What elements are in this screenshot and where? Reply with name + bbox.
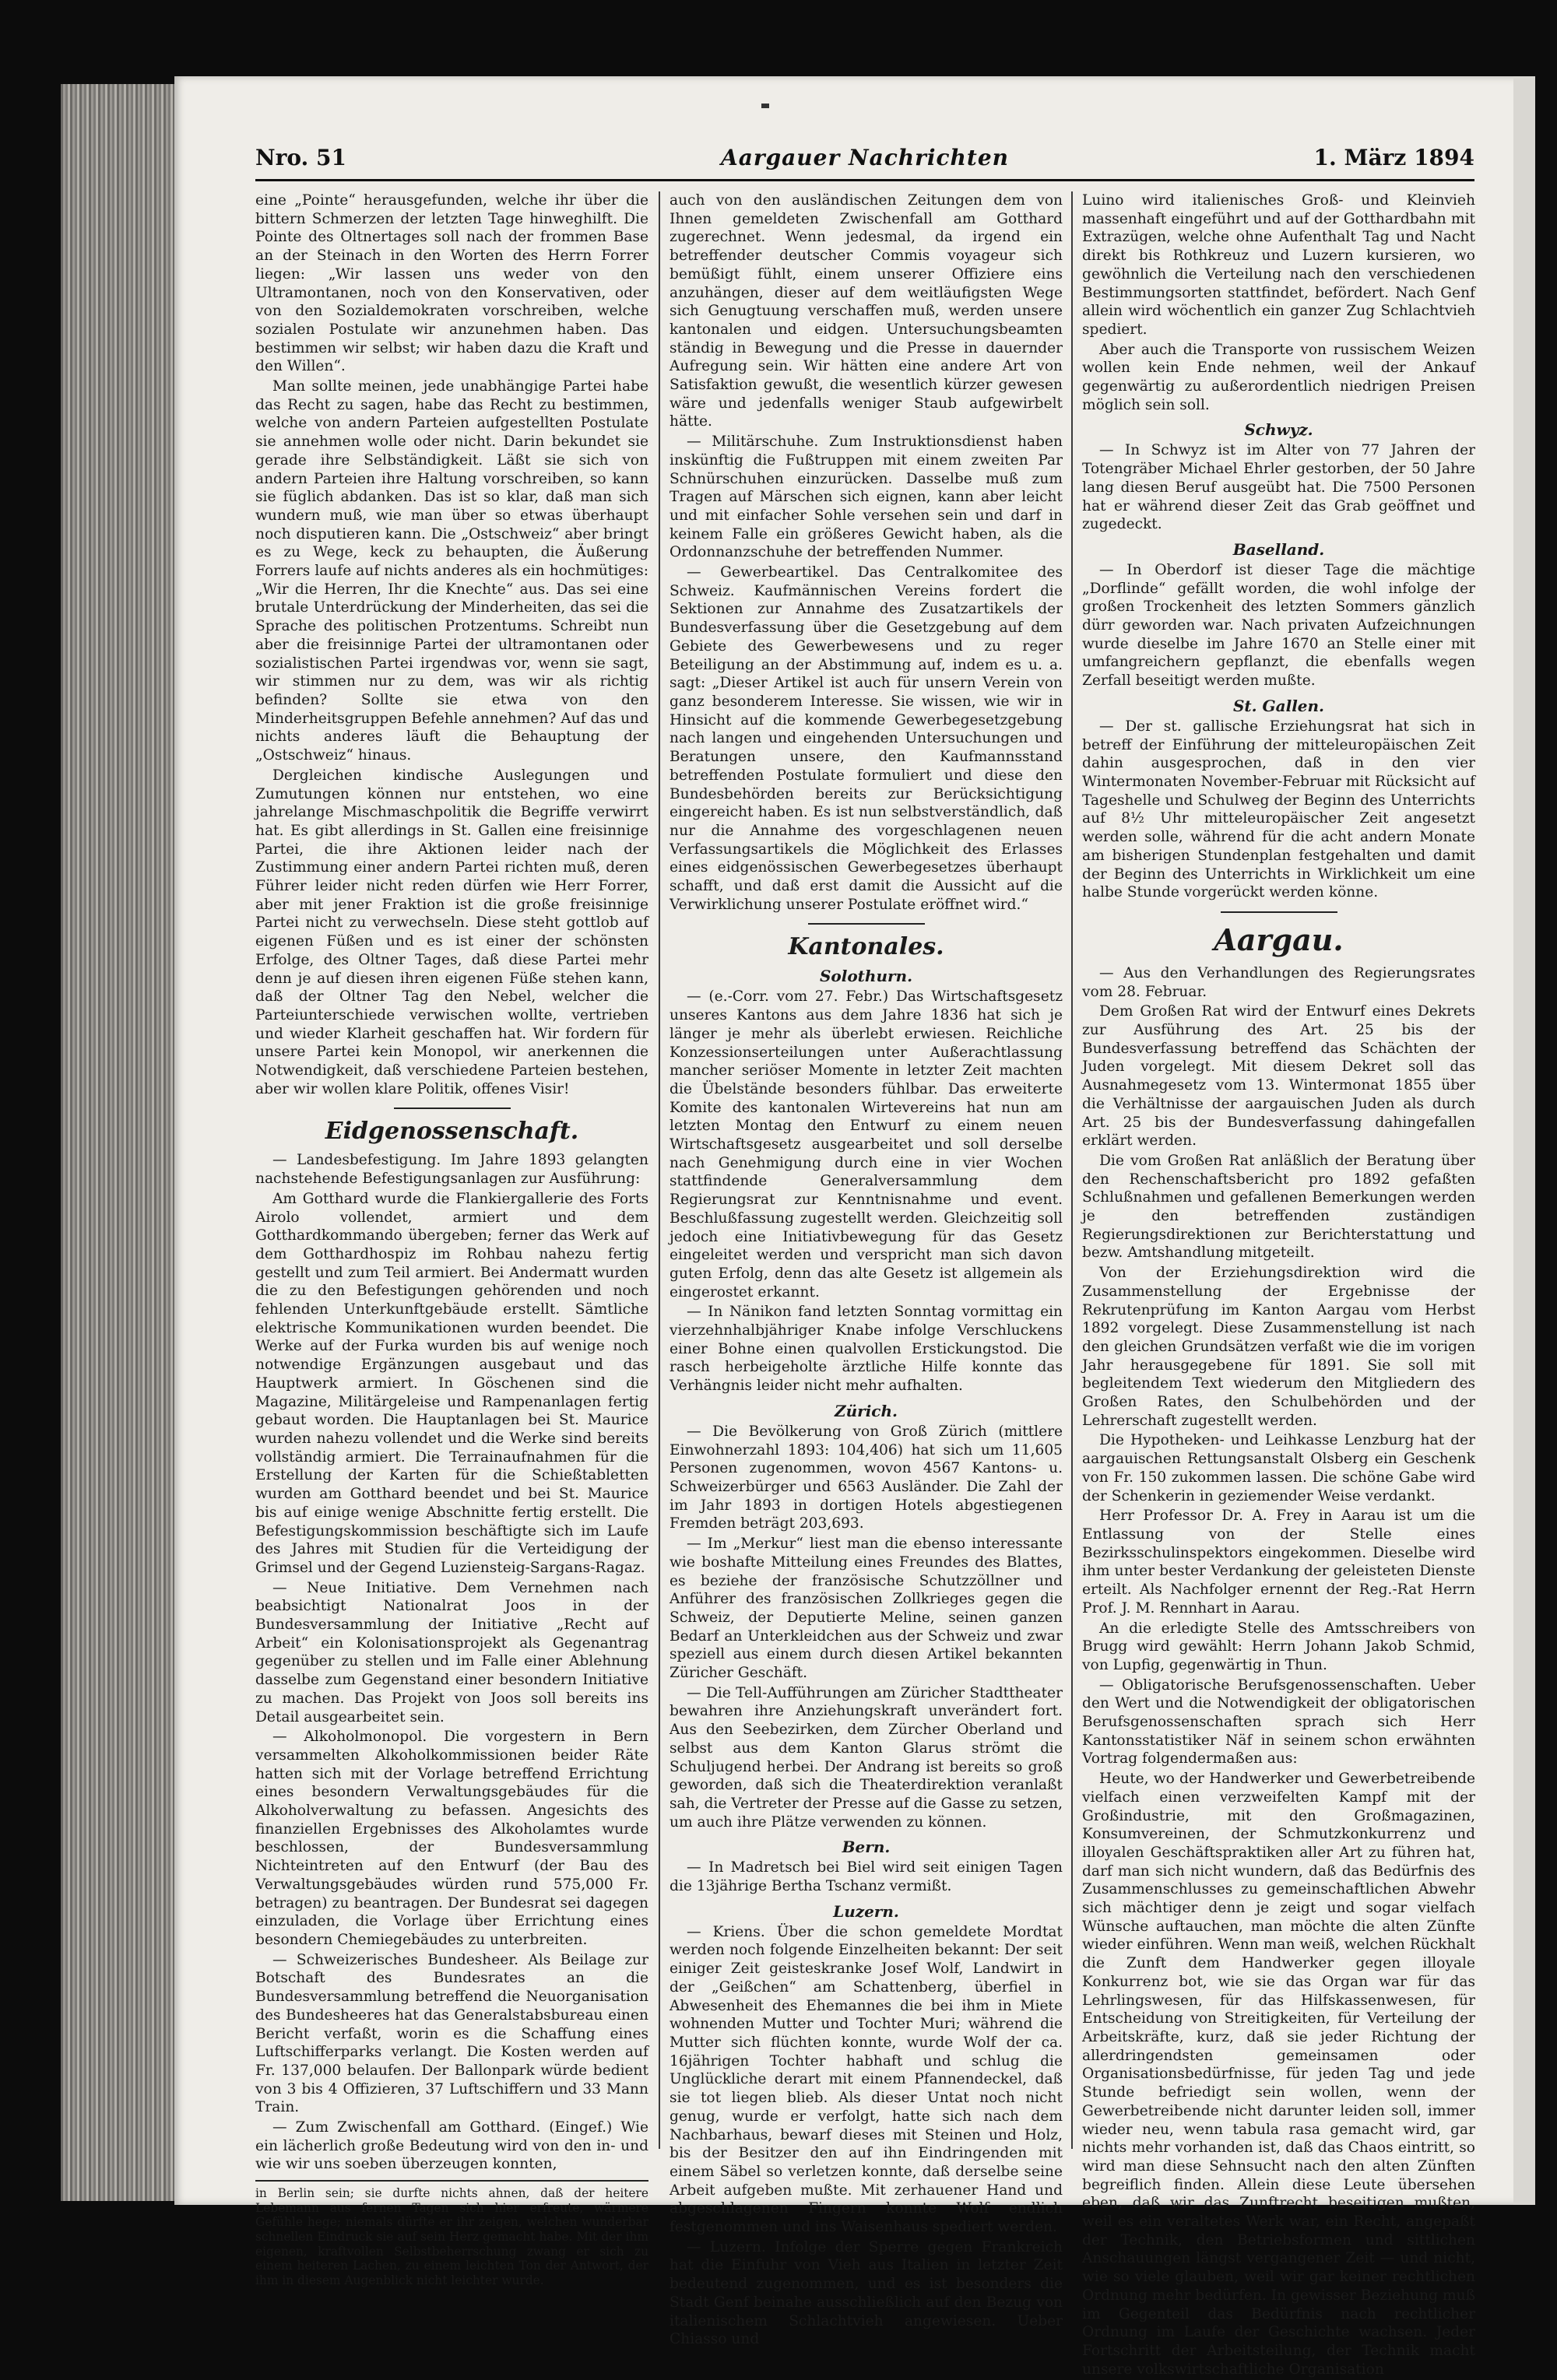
column-rule (659, 191, 660, 2149)
paragraph: Die Hypotheken- und Leihkasse Lenzburg hat der aargauischen Rettungsanstalt Olsberg ein Geschenk von Fr. 150 zukommen lassen. Die schöne Gabe wird der Schenkerin in geziemender Weise verdankt. (1082, 1432, 1475, 1504)
paragraph: — Zum Zwischenfall am Gotthard. (Eingef.) Wie ein lächerlich große Bedeutung wird von den in- und wie wir uns soeben überzeugen konnten, (255, 2119, 648, 2173)
column-2 (670, 191, 1063, 2350)
canton-heading: Baselland. (1232, 539, 1325, 559)
paragraph: — Obligatorische Berufsgenossenschaften. Ueber den Wert und die Notwendigkeit der obligatorischen Berufsgenossenschaften sprach sich Herr Kantonsstatistiker Näf in seinem schon erwähnten Vortrag folgendermaßen aus: (1082, 1676, 1475, 1767)
print-mark (761, 104, 769, 108)
paragraph: — Luzern. Infolge der Sperre gegen Frankreich hat die Einfuhr von Vieh aus Italien in letzter Zeit bedeutend zugenommen, und es ist besonders die Stadt Genf beinahe ausschließlich auf den Bezug von italienischem Schlachtvieh angewiesen. Ueber Chiasso und (670, 2238, 1063, 2348)
paragraph: An die erledigte Stelle des Amtsschreibers von Brugg wird gewählt: Herrn Johann Jakob Schmid, von Lupfig, gegenwärtig in Thun. (1082, 1620, 1475, 1673)
paragraph: Luino wird italienisches Groß- und Kleinvieh massenhaft eingeführt und auf der Gotthardbahn mit Extrazügen, welche ohne Aufenthalt Tag und Nacht direkt bis Rothkreuz und Luzern kursieren, wo gewöhnlich die Verteilung nach den verschiedenen Bestimmungsorten stattfindet, befördert. Nach Genf allein wird wöchentlich ein ganzer Zug Schlachtvieh spediert. (1082, 192, 1475, 338)
paragraph: — Die Bevölkerung von Groß Zürich (mittlere Einwohnerzahl 1893: 104,406) hat sich um 11,605 Personen zugenommen, wovon 4567 Kantons- u. Schweizerbürger und 6563 Ausländer. Die Zahl der im Jahr 1893 in dortigen Hotels abgestiegenen Fremden beträgt 203,693. (670, 1423, 1063, 1532)
canton-heading: Zürich. (835, 1401, 898, 1420)
paragraph: — Kriens. Über die schon gemeldete Mordtat werden noch folgende Einzelheiten bekannt: Der seit einiger Zeit geisteskranke Josef Wolf, Landwirt in der „Geißchen“ am Schattenberg, überfiel in Abwesenheit des Ehemannes die bei ihm in Miete wohnenden Mutter und Tochter Muri; während die Mutter sich flüchten konnte, wurde Wolf der ca. 16jährigen Tochter habhaft und schlug die Unglückliche derart mit einem Pfannendeckel, daß sie tot liegen blieb. Als dieser Untat noch nicht genug, wurde er verfolgt, hatte sich nach dem Nachbarhaus, bewarf dieses mit Steinen und Holz, bis der Besitzer den auf ihn Eindringenden mit einem Säbel so verletzen konnte, daß derselbe seine Arbeit aufgeben mußte. Mit zerhauener Hand und abgeschlagenen Fingern konnte Wolf endlich festgenommen und ins Waisenhaus spediert werden. (670, 1923, 1063, 2236)
paragraph: Heute, wo der Handwerker und Gewerbetreibende vielfach einen verzweifelten Kampf mit der Großindustrie, mit den Großmagazinen, Konsumvereinen, der Schmutzkonkurrenz und illoyalen Geschäftspraktiken aller Art zu führen hat, darf man sich nicht wundern, daß das Bedürfnis des Zusammenschlusses zu gemeinschaftlichen Abwehr sich mächtiger denn je zeigt und sogar vielfach Wünsche auftauchen, man möchte die alten Zünfte wieder einführen. Wenn man weiß, welchen Rückhalt die Zunft dem Handwerker gegen illoyale Konkurrenz bot, wie sie das Organ war für das Lehrlingswesen, für das Hilfskassenwesen, für Entscheidung von Streitigkeiten, für Verteilung der Arbeitskräfte, kurz, daß sie jeder Richtung der allerdringendsten gemeinsamen oder Organisationsbedürfnisse, für jeden Tag und jede Stunde befriedigt sein wollen, wenn der Gewerbetreibende nicht darunter leiden soll, immer wieder neu, wenn tabula rasa gemacht wird, gar nichts mehr vorhanden ist, daß das Chaos eintritt, so wird man diese Sehnsucht nach den alten Zünften begreiflich finden. Allein diese Leute übersehen eben, daß wir das Zunftrecht beseitigen mußten, weil es ein veraltetes Werk war, ein Recht, angepaßt der Technik, den Betriebsformen und sittlichen Anschauungen längst vergangener Zeit — und nicht, wie so viele glauben, weil wir gar keiner rechtlichen Ordnung mehr bedürfen. In gewisser Beziehung muß im Gegenteil das Bedürfnis nach rechtlicher Ordnung im Laufe der Geschichte wachsen. Jeder Fortschritt der Arbeitsteilung, der Technik macht unsere volkswirtschaftliche Organisation (1082, 1771, 1475, 2378)
paragraph: Die vom Großen Rat anläßlich der Beratung über den Rechenschaftsbericht pro 1892 gefaßten Schlußnahmen und gefallenen Bemerkungen werden je den betreffenden zuständigen Regierungsdirektionen zur Berichterstattung und bezw. Amtshandlung mitgeteilt. (1082, 1152, 1475, 1262)
paragraph: — Aus den Verhandlungen des Regierungsrates vom 28. Februar. (1082, 964, 1475, 1000)
canton-heading: St. Gallen. (1232, 696, 1325, 715)
paragraph: Von der Erziehungsdirektion wird die Zusammenstellung der Ergebnisse der Rekrutenprüfung im Kanton Aargau vom Herbst 1892 vorgelegt. Diese Zusammenstellung ist nach den gleichen Grundsätzen verfaßt wie die im vorigen Jahr herausgegebene für 1891. Sie soll mit begleitendem Text wiederum den Mitgliedern des Großen Rates, den Schulbehörden und der Lehrerschaft zugestellt werden. (1082, 1265, 1475, 1429)
page-header (255, 145, 1474, 181)
paragraph: auch von den ausländischen Zeitungen dem von Ihnen gemeldeten Zwischenfall am Gotthard zugerechnet. Wenn jedesmal, da irgend ein betreffender deutscher Commis voyageur sich bemüßigt fühlt, einem unserer Offiziere eins anzuhängen, dieser auf dem weitläufigsten Wege sich Genugtuung verschaffen muß, werden unsere kantonalen und eidgen. Untersuchungsbeamten ständig in Bewegung und die Presse in dauernder Aufregung sein. Wir hätten eine andere Art von Satisfaktion gewußt, die wesentlich kürzer gewesen wäre und jedenfalls weniger Staub aufgewirbelt hätte. (670, 192, 1063, 430)
newspaper-page (174, 76, 1535, 2378)
paragraph: — In Oberdorf ist dieser Tage die mächtige „Dorflinde“ gefällt worden, die wohl infolge der großen Trockenheit des letzten Sommers gänzlich dürr geworden war. Nach privaten Aufzeichnungen wurde dieselbe im Jahre 1670 an Stelle einer mit umfangreichern gepflanzt, die ebenfalls wegen Zerfall beseitigt werden mußte. (1082, 561, 1475, 690)
column-1 (255, 191, 648, 2287)
paragraph: — In Schwyz ist im Alter von 77 Jahren der Totengräber Michael Ehrler gestorben, der 50 Jahre lang diesen Beruf ausgeübt hat. Die 7500 Personen hat er während dieser Zeit das Grab geöffnet und zugedeckt. (1082, 442, 1475, 533)
page-stack-edge (61, 84, 177, 2201)
paragraph: eine „Pointe“ herausgefunden, welche ihr über die bittern Schmerzen der letzten Tage hinweghilft. Die Pointe des Oltnertages soll nach der frommen Base an der Steinach in den Worten des Herrn Forrer liegen: „Wir lassen uns weder von den Ultramontanen, noch von den Konservativen, oder von den Sozialdemokraten vorschreiben, welche sozialen Postulate wir anzunehmen haben. Das bestimmen wir selbst; wir haben dazu die Kraft und den Willen“. (255, 192, 648, 375)
column-3 (1082, 191, 1475, 2380)
paragraph: — In Madretsch bei Biel wird seit einigen Tagen die 13jährige Bertha Tschanz vermißt. (670, 1859, 1063, 1895)
canton-heading: Bern. (842, 1838, 891, 1857)
paragraph: — Gewerbeartikel. Das Centralkomitee des Schweiz. Kaufmännischen Vereins fordert die Sektionen zur Annahme des Zusatzartikels der Bundesverfassung über die Gesetzgebung auf dem Gebiete des Gewerbewesens und zu reger Beteiligung an der Abstimmung auf, indem es u. a. sagt: „Dieser Artikel ist auch für unsern Verein von ganz besonderem Interesse. Sie wissen, wie wir in Hinsicht auf die kommende Gewerbegesetzgebung nach langen und eingehenden Untersuchungen und Beratungen unsere, den Kaufmannsstand betreffenden Postulate formuliert und diese den Bundesbehörden bereits zur Berücksichtigung eingereicht haben. Es ist nun selbstverständlich, daß nur die Annahme des vorgeschlagenen neuen Verfassungsartikels die Möglichkeit des Erlasses eines eidgenössischen Gewerbegesetzes überhaupt schafft, und daß erst damit die Aussicht auf die Verwirklichung unserer Postulate eröffnet wird.“ (670, 564, 1063, 913)
paragraph: Aber auch die Transporte von russischem Weizen wollen kein Ende nehmen, weil der Ankauf gegenwärtig zu außerordentlich niedrigen Preisen möglich sein soll. (1082, 341, 1475, 413)
paragraph: Am Gotthard wurde die Flankiergallerie des Forts Airolo vollendet, armiert und dem Gotthardkommando übergeben; ferner das Werk auf dem Gotthardhospiz im Rohbau nahezu fertig gestellt und zum Teil armiert. Bei Andermatt wurden die zu den Befestigungen gehörenden und noch fehlenden Unterkunftgebäude erstellt. Sämtliche elektrische Kommunikationen wurden beendet. Die Werke auf der Furka wurden bis auf wenige noch notwendige Ergänzungen ausgebaut und das Hauptwerk armiert. In Göschenen sind die Magazine, Militärgeleise und Rampenanlagen fertig gebaut worden. Die Hauptanlagen bei St. Maurice wurden nahezu vollendet und die Werke sind bereits vollständig armiert. Die Terrainaufnahmen für die Erstellung der Karten für die Schießtabletten wurden am Gotthard beendet und bei St. Maurice bis auf einige wenige Abschnitte fertig erstellt. Die Befestigungskommission beschäftigte sich im Laufe des Jahres mit Studien für die Verteidigung der Grimsel und der Gegend Luziensteig-Sargans-Ragaz. (255, 1190, 648, 1576)
section-divider (394, 1108, 511, 1109)
section-divider (1221, 911, 1337, 913)
newspaper-title: Aargauer Nachrichten (720, 145, 1010, 170)
paragraph: — Schweizerisches Bundesheer. Als Beilage zur Botschaft des Bundesrates an die Bundesversammlung betreffend die Neuorganisation des Bundesheeres hat das Generalstabsbureau einen Bericht verfaßt, worin es die Schaffung eines Luftschifferparks verlangt. Die Kosten werden auf Fr. 137,000 belaufen. Der Ballonpark würde bedient von 3 bis 4 Offizieren, 37 Luftschiffern und 33 Mann Train. (255, 1951, 648, 2116)
canton-heading: Solothurn. (819, 967, 913, 986)
section-divider (808, 923, 925, 925)
canton-heading: Schwyz. (1244, 420, 1313, 440)
paragraph: — Militärschuhe. Zum Instruktionsdienst haben inskünftig die Fußtruppen mit einem zweiten Par Schnürschuhen einzurücken. Dasselbe muß zum Tragen auf Märschen sich eignen, kann aber leicht und mit einfacher Sohle versehen sein und darf in keinem Falle ein größeres Gewicht haben, als die Ordonnanzschuhe der betreffenden Nummer. (670, 434, 1063, 561)
column-rule (1071, 191, 1073, 2149)
canton-heading: Luzern. (833, 1901, 899, 1921)
paragraph: Dergleichen kindische Auslegungen und Zumutungen können nur entstehen, wo eine jahrelange Mischmaschpolitik die Begriffe verwirrt hat. Es gibt allerdings in St. Gallen eine freisinnige Partei, die ihre Aktionen leider nach der Zustimmung einer andern Partei richten muß, deren Führer leider nicht reden dürfen wie Herr Forrer, aber mit jener Fraktion ist die große freisinnige Partei nicht zu verwechseln. Diese steht gottlob auf eigenen Füßen und es ist einer der schönsten Erfolge, des Oltner Tages, daß diese Partei mehr denn je auf diesen ihren eigenen Füße stehen kann, daß der Oltner Tag den Nebel, welcher die Parteiunterschiede verwischen wollte, vertrieben und wieder Klarheit geschaffen hat. Wir fordern für unsere Partei kein Monopol, wir anerkennen die Notwendigkeit, daß verschiedene Parteien bestehen, aber wir wollen klare Politik, offenes Visir! (255, 767, 648, 1097)
paragraph: — In Nänikon fand letzten Sonntag vormittag ein vierzehnhalbjähriger Knabe infolge Verschluckens einer Bohne einen qualvollen Erstickungstod. Die rasch herbeigeholte ärztliche Hilfe konnte das Verhängnis leider nicht mehr aufhalten. (670, 1304, 1063, 1395)
paragraph: — Der st. gallische Erziehungsrat hat sich in betreff der Einführung der mitteleuropäischen Zeit dahin ausgesprochen, daß in den vier Wintermonaten November-Februar mit Rücksicht auf Tageshelle und Schulweg der Beginn des Unterrichts auf 8½ Uhr mitteleuropäischer Zeit angesetzt werden solle, während für die acht andern Monate am bisherigen Stundenplan festgehalten und damit der Beginn des Unterrichts in Wirklichkeit um eine halbe Stunde vorgerückt werden könne. (1082, 718, 1475, 901)
section-heading: Kantonales. (788, 933, 944, 961)
paragraph: Dem Großen Rat wird der Entwurf eines Dekrets zur Ausführung des Art. 25 bis der Bundesverfassung betreffend das Schächten der Juden vorgelegt. Mit diesem Dekret soll das Ausnahmegesetz vom 13. Wintermonat 1855 über die Verhältnisse der aargauischen Juden als durch Art. 25 bis der Bundesverfassung dahingefallen erklärt werden. (1082, 1003, 1475, 1150)
issue-date: 1. März 1894 (1313, 145, 1474, 170)
section-heading-aargau: Aargau. (1214, 921, 1344, 957)
page-edge-shadow (1513, 76, 1535, 2205)
paragraph: — Die Tell-Aufführungen am Züricher Stadttheater bewahren ihre Anziehungskraft unverändert fort. Aus den Seebezirken, dem Zürcher Oberland und selbst aus dem Kanton Glarus strömt die Schuljugend herbei. Der Andrang ist bereits so groß geworden, daß sich die Theaterdirektion veranlaßt sah, die Vertreter der Presse auf die Gasse zu setzen, um auch ihre Plätze verwenden zu können. (670, 1684, 1063, 1831)
paragraph: — Im „Merkur“ liest man die ebenso interessante wie boshafte Mitteilung eines Freundes des Blattes, es beziehe der französische Schutzzöllner und Anführer des französischen Zollkrieges gegen die Schweiz, der Deputierte Meline, seinen ganzen Bedarf an Unterkleidchen aus der Schweiz und zwar speziell aus einem durch diesen Artikel bekannten Züricher Geschäft. (670, 1536, 1063, 1682)
paragraph: — Alkoholmonopol. Die vorgestern in Bern versammelten Alkoholkommissionen beider Räte hatten sich mit der Vorlage betreffend Errichtung eines besondern Verwaltungsgebäudes für die Alkoholverwaltung zu befassen. Angesichts des finanziellen Ergebnisses des Alkoholamtes wurde beschlossen, der Bundesversammlung Nichteintreten auf den Entwurf (der Bau des Verwaltungsgebäudes würden rund 575,000 Fr. betragen) zu beantragen. Der Bundesrat sei dagegen einzuladen, die Vorlage über Errichtung eines besondern Chemiegebäudes zu unterbreiten. (255, 1729, 648, 1948)
paragraph: — Landesbefestigung. Im Jahre 1893 gelangten nachstehende Befestigungsanlagen zur Ausführung: (255, 1152, 648, 1188)
paragraph: — Neue Initiative. Dem Vernehmen nach beabsichtigt Nationalrat Joos in der Bundesversammlung der Initiative „Recht auf Arbeit“ ein Kolonisationsprojekt als Gegenantrag gegenüber zu stellen und im Falle einer Ablehnung dasselbe zum Gegenstand einer besondern Initiative zu machen. Das Projekt von Joos soll bereits ins Detail ausgearbeitet sein. (255, 1579, 648, 1725)
feuilleton-footer: in Berlin sein; sie durfte nichts ahnen, daß der heitere Lebemann aus fernen Tagen sich hier erfreute, wärmere Gefühle hege; niemals dürfte er ihr zeigen, welchen wunderbar schnellen Eindruck sie auf sein Herz gemacht habe. Mit der ihm eigenen, kraftvollen Selbstbeherrschung zwang er sich zu einem heiteren Lachen, zu einem leichten Ton der Antwort, der ihm in diesem Augenblick nicht leichter wurde. (255, 2180, 648, 2287)
paragraph: Man sollte meinen, jede unabhängige Partei habe das Recht zu sagen, habe das Recht zu bestimmen, welche von andern Parteien aufgestellten Postulate sie annehmen wolle oder nicht. Darin bekundet sie gerade ihre Selbständigkeit. Läßt sie sich von andern Parteien ihre Haltung vorschreiben, so kann sie füglich abdanken. Das ist so klar, daß man sich wundern muß, wie man über so etwas überhaupt noch disputieren kann. Die „Ostschweiz“ aber bringt es zu Wege, keck zu behaupten, die Äußerung Forrers laufe auf nichts anderes als ein hochmütiges: „Wir die Herren, Ihr die Knechte“ aus. Das sei eine brutale Unterdrückung der Minderheiten, das sei die Sprache des politischen Protzentums. Schreibt nun aber die freisinnige Partei der ultramontanen oder sozialistischen Partei irgendwas vor, wenn sie sagt, wir stimmen nur zu dem, was wir als richtig befinden? Sollte sie etwa von den Minderheitsgruppen Befehle annehmen? Auf das und nichts anderes läuft die Behauptung der „Ostschweiz“ hinaus. (255, 378, 648, 764)
section-heading: Eidgenossenschaft. (325, 1118, 579, 1146)
issue-number: Nro. 51 (255, 145, 346, 170)
paragraph: — (e.-Corr. vom 27. Febr.) Das Wirtschaftsgesetz unseres Kantons aus dem Jahre 1836 hat sich je länger je mehr als überlebt erwiesen. Reichliche Konzessionserteilungen unter Außerachtlassung mancher seriöser Momente in letzter Zeit machten die Übelstände besonders fühlbar. Das erweiterte Komite des kantonalen Wirtevereins hat nun am letzten Montag den Entwurf zu einem neuen Wirtschaftsgesetz ausgearbeitet und soll derselbe nach Genehmigung durch eine in vier Wochen stattfindende Generalversammlung dem Regierungsrat zur Kenntnisnahme und event. Beschlußfassung zugestellt werden. Gleichzeitig soll jedoch eine Initiativbewegung für das Gesetz eingeleitet werden und verspricht man sich davon guten Erfolg, denn das alte Gesetz ist allgemein als eingerostet erkannt. (670, 988, 1063, 1301)
paragraph: Herr Professor Dr. A. Frey in Aarau ist um die Entlassung von der Stelle eines Bezirksschulinspektors eingekommen. Dieselbe wird ihm unter bester Verdankung der geleisteten Dienste erteilt. Als Nachfolger ernennt der Reg.-Rat Herrn Prof. J. M. Rennhart in Aarau. (1082, 1508, 1475, 1617)
